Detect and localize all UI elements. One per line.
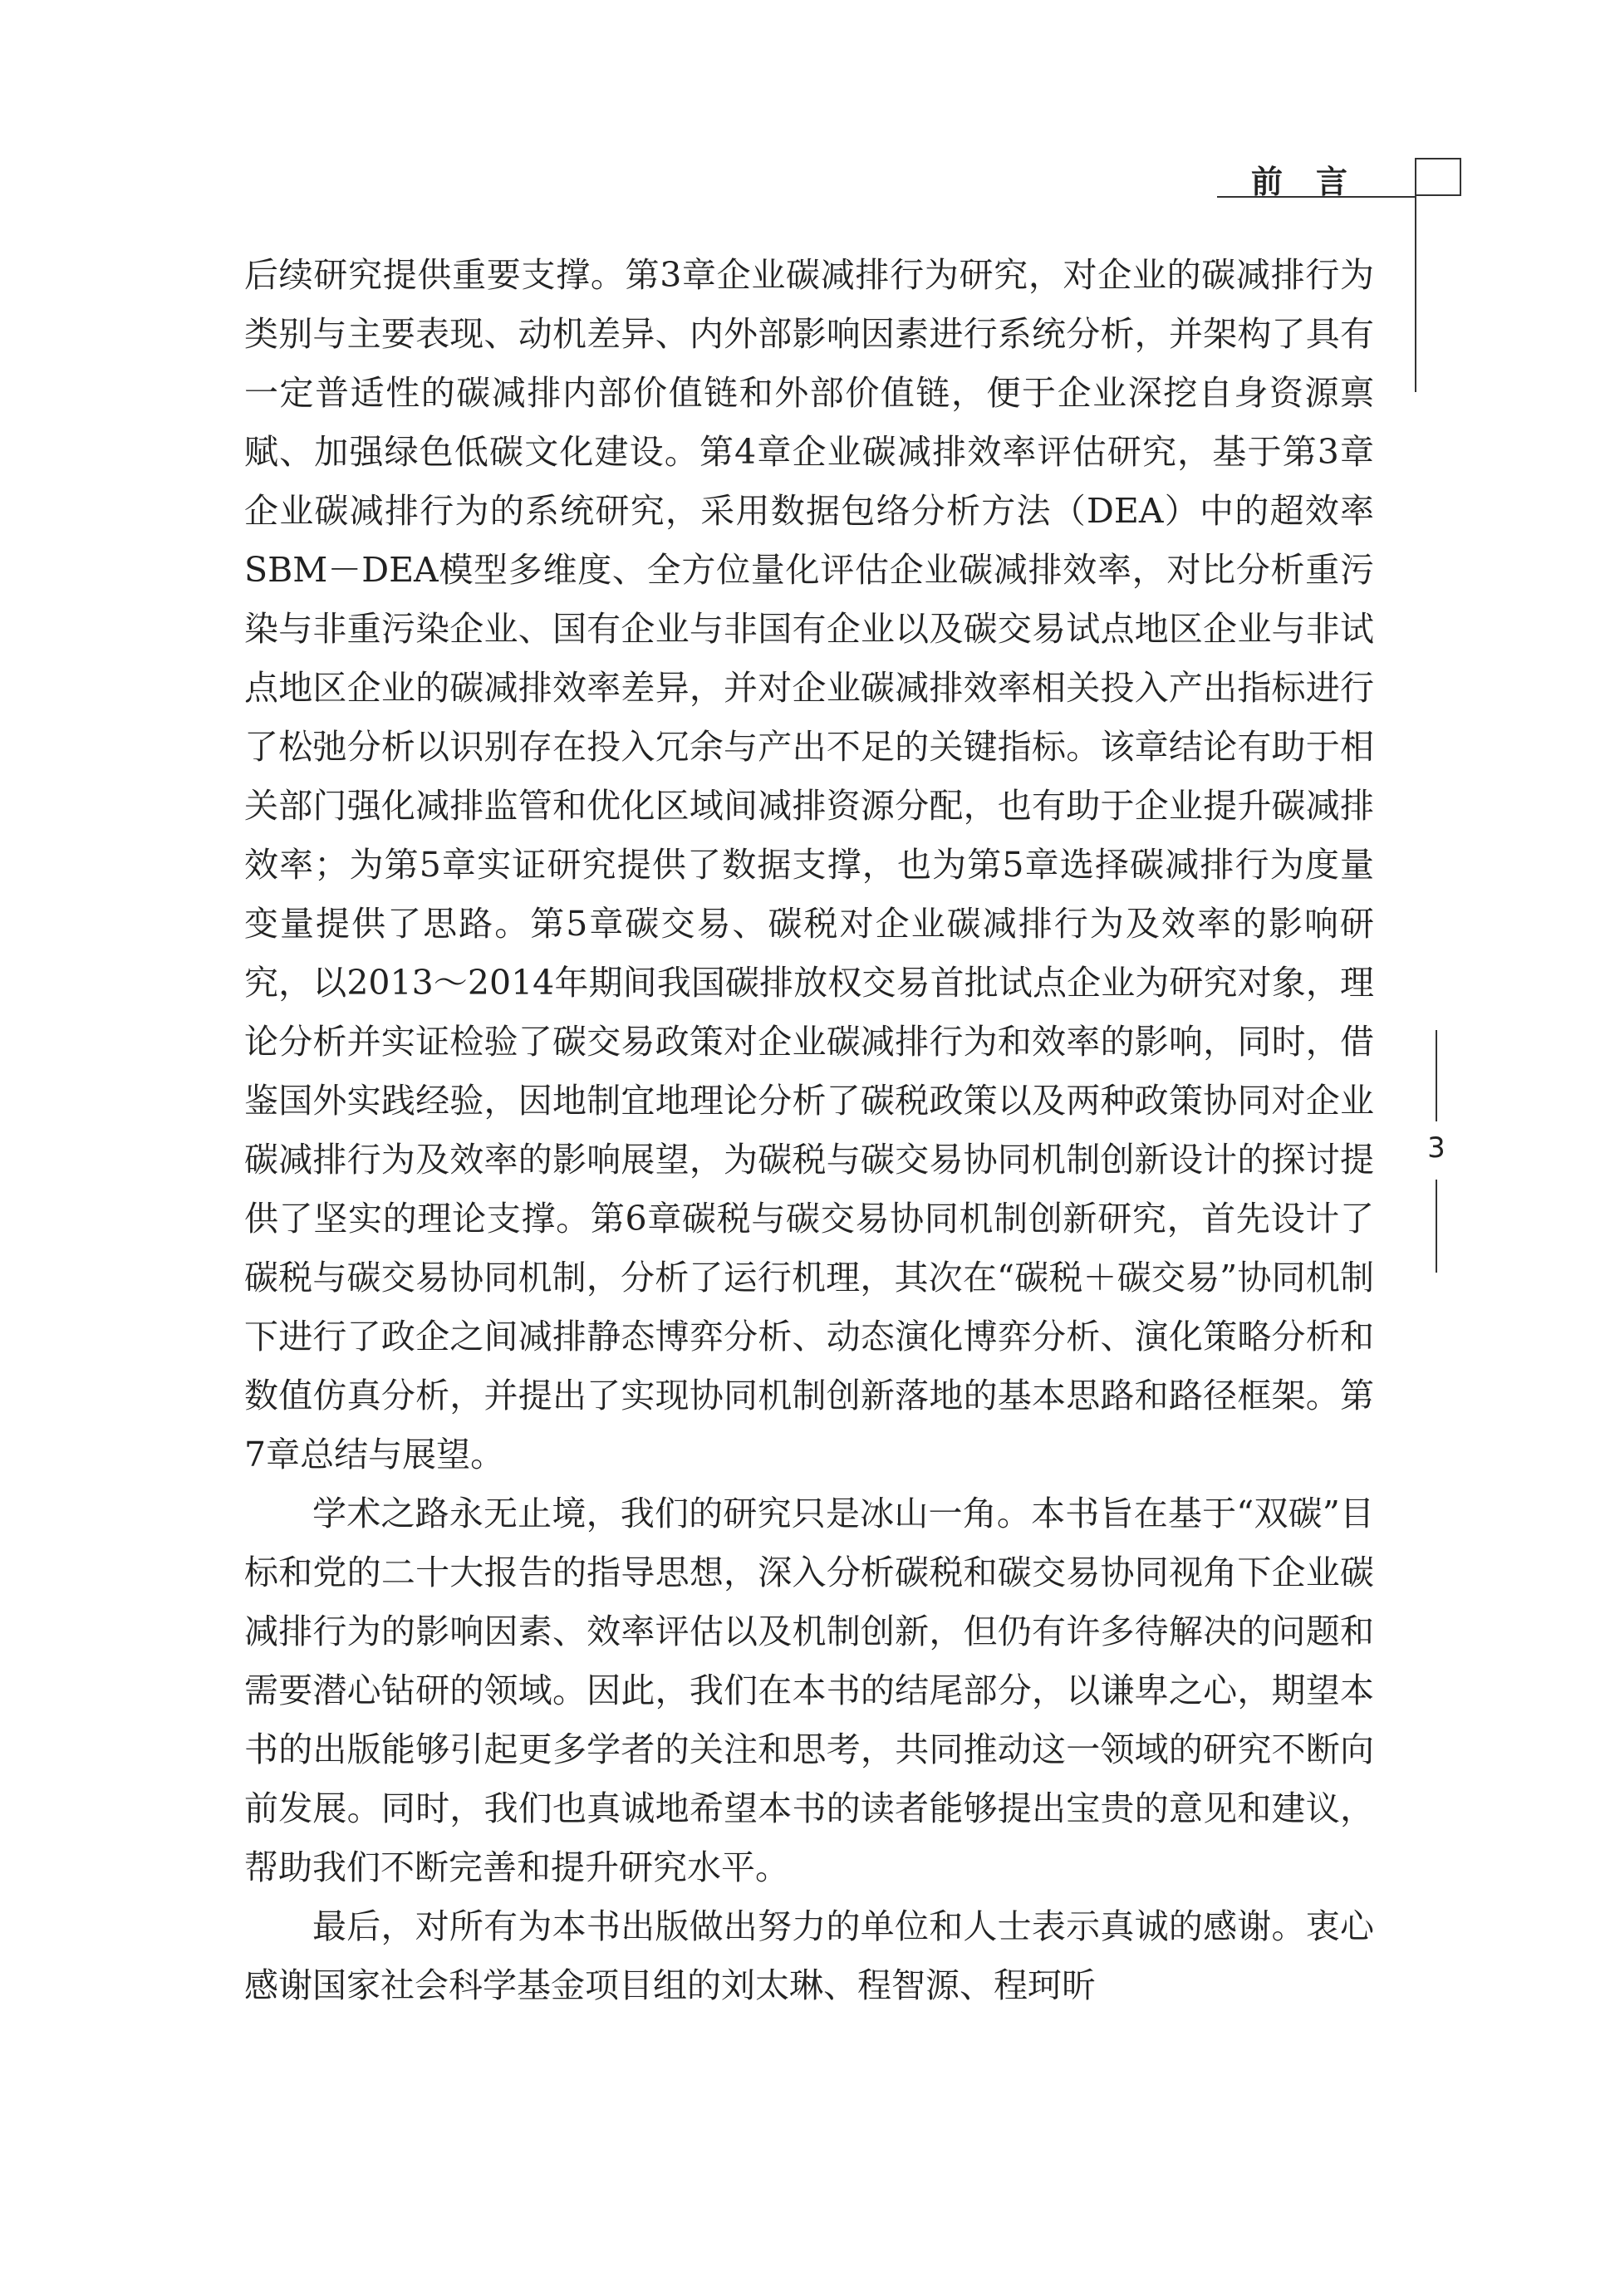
- page-number-rule-bottom: [1436, 1180, 1437, 1273]
- page-number-rule-top: [1436, 1030, 1437, 1121]
- body-text: [244, 246, 1374, 2015]
- page-number: 3: [1427, 1131, 1446, 1165]
- paragraph-continuation: 后续研究提供重要支撑。第3章企业碳减排行为研究，对企业的碳减排行为类别与主要表现、动机差异、内外部影响因素进行系统分析，并架构了具有一定普适性的碳减排内部价值链和外部价值链，便于企业深挖自身资源禀赋、加强绿色低碳文化建设。第4章企业碳减排效率评估研究，基于第3章企业碳减排行为的系统研究，采用数据包络分析方法（DEA）中的超效率SBM－DEA模型多维度、全方位量化评估企业碳减排效率，对比分析重污染与非重污染企业、国有企业与非国有企业以及碳交易试点地区企业与非试点地区企业的碳减排效率差异，并对企业碳减排效率相关投入产出指标进行了松弛分析以识别存在投入冗余与产出不足的关键指标。该章结论有助于相关部门强化减排监管和优化区域间减排资源分配，也有助于企业提升碳减排效率；为第5章实证研究提供了数据支撑，也为第5章选择碳减排行为度量变量提供了思路。第5章碳交易、碳税对企业碳减排行为及效率的影响研究，以2013～2014年期间我国碳排放权交易首批试点企业为研究对象，理论分析并实证检验了碳交易政策对企业碳减排行为和效率的影响，同时，借鉴国外实践经验，因地制宜地理论分析了碳税政策以及两种政策协同对企业碳减排行为及效率的影响展望，为碳税与碳交易协同机制创新设计的探讨提供了坚实的理论支撑。第6章碳税与碳交易协同机制创新研究，首先设计了碳税与碳交易协同机制，分析了运行机理，其次在“碳税＋碳交易”协同机制下进行了政企之间减排静态博弈分析、动态演化博弈分析、演化策略分析和数值仿真分析，并提出了实现协同机制创新落地的基本思路和路径框架。第7章总结与展望。: [244, 255, 1374, 1474]
- header-corner-box: [1415, 158, 1461, 196]
- paragraph: 学术之路永无止境，我们的研究只是冰山一角。本书旨在基于“双碳”目标和党的二十大报告的指导思想，深入分析碳税和碳交易协同视角下企业碳减排行为的影响因素、效率评估以及机制创新，但仍有许多待解决的问题和需要潜心钻研的领域。因此，我们在本书的结尾部分，以谦卑之心，期望本书的出版能够引起更多学者的关注和思考，共同推动这一领域的研究不断向前发展。同时，我们也真诚地希望本书的读者能够提出宝贵的意见和建议，帮助我们不断完善和提升研究水平。: [244, 1494, 1374, 1887]
- header-rule: [1217, 196, 1415, 198]
- running-header-title: 前言: [1251, 164, 1382, 200]
- paragraph: 最后，对所有为本书出版做出努力的单位和人士表示真诚的感谢。衷心感谢国家社会科学基金项目组的刘太琳、程智源、程珂昕: [244, 1906, 1374, 2005]
